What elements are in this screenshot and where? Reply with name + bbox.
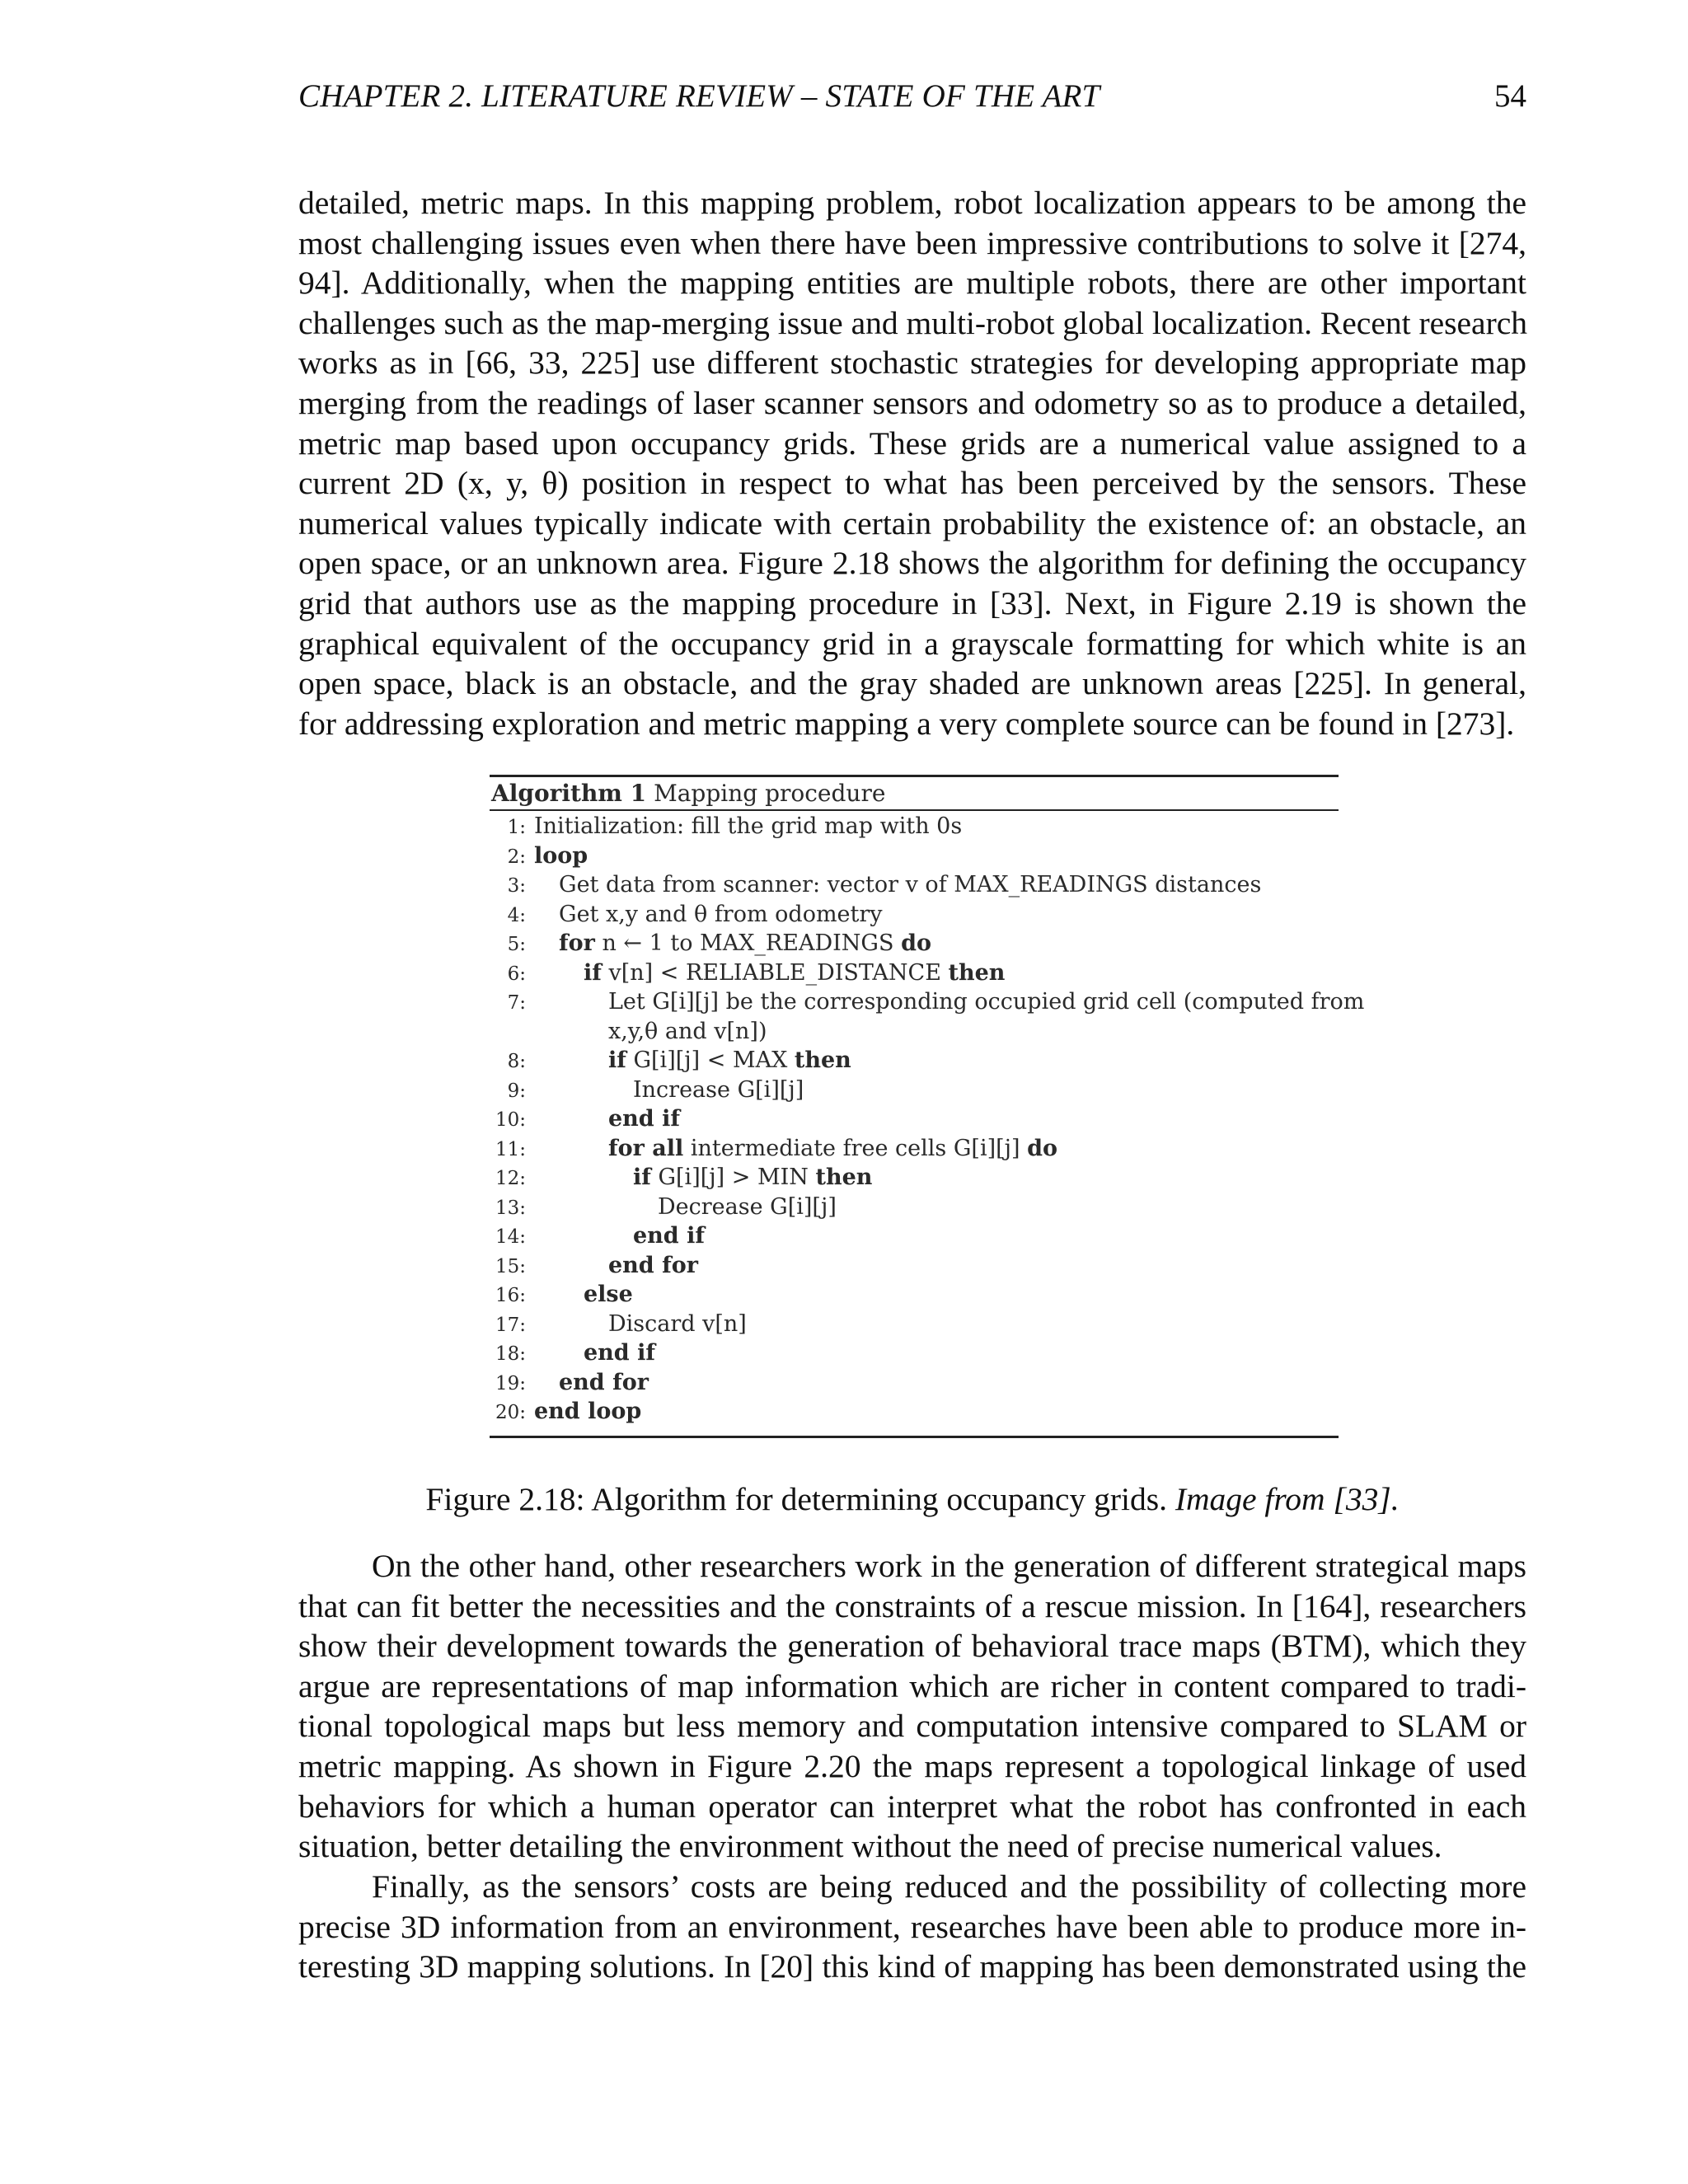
paragraph-metric-maps <box>298 183 1526 743</box>
algorithm-line <box>490 1019 767 1048</box>
text-line: open space, black is an obstacle, and the gray shaded are unknown areas [225]. In general, <box>298 665 1526 702</box>
text-line: challenges such as the map-merging issue and multi-robot global localization. Recent research <box>298 304 1528 341</box>
line-text: for n ← 1 to MAX_READINGS do <box>559 930 931 956</box>
line-number: 16: <box>495 1285 526 1306</box>
line-text: Get x,y and θ from odometry <box>559 901 883 927</box>
line-text: if v[n] < RELIABLE_DISTANCE then <box>584 959 1006 986</box>
algorithm-line <box>490 902 883 931</box>
caption-source: Image from [33]. <box>1175 1481 1400 1517</box>
algorithm-line <box>490 1106 680 1136</box>
text-line: metric map based upon occupancy grids. These grids are a numerical value assigned to a <box>298 424 1526 462</box>
algorithm-line <box>490 1340 655 1370</box>
line-text: end for <box>559 1369 649 1395</box>
paragraph-3d-mapping <box>298 1867 1526 1987</box>
line-number: 14: <box>495 1226 526 1248</box>
algorithm-line <box>490 843 588 873</box>
line-number: 12: <box>495 1168 526 1189</box>
line-text: loop <box>534 842 588 869</box>
algorithm-line <box>490 989 1364 1019</box>
algorithm-label: Algorithm 1 <box>491 780 647 807</box>
text-line: situation, better detailing the environment without the need of precise numerical values. <box>298 1828 1442 1865</box>
algorithm-line <box>490 930 931 960</box>
algorithm-line <box>490 1311 747 1341</box>
chapter-title: CHAPTER 2. LITERATURE REVIEW – STATE OF THE ART <box>298 78 1100 114</box>
text-line: for addressing exploration and metric mapping a very complete source can be found in [273]. <box>298 705 1515 742</box>
text-line: show their development towards the generation of behavioral trace maps (BTM), which they <box>298 1628 1526 1665</box>
page-number: 54 <box>1494 78 1526 114</box>
line-text: end for <box>608 1252 698 1278</box>
algorithm-line <box>490 1077 804 1107</box>
text-line: precise 3D information from an environment, researches have been able to produce more in- <box>298 1908 1526 1945</box>
line-text: Let G[i][j] be the corresponding occupied grid cell (computed from <box>608 989 1365 1015</box>
algorithm-line <box>490 813 962 843</box>
line-number: 17: <box>495 1314 526 1336</box>
line-text: Initialization: fill the grid map with 0s <box>534 813 963 839</box>
line-text: else <box>584 1282 633 1307</box>
algorithm-line <box>490 872 1261 902</box>
algorithm-line <box>490 1253 698 1282</box>
algorithm-line <box>490 1399 641 1428</box>
line-number: 6: <box>507 963 526 985</box>
text-line: that can fit better the necessities and the constraints of a rescue mission. In [164], researchers <box>298 1587 1526 1624</box>
line-number: 4: <box>507 904 526 926</box>
line-number: 20: <box>495 1402 526 1423</box>
line-text: end loop <box>534 1399 642 1424</box>
algorithm-title <box>491 780 885 807</box>
running-header <box>298 77 1526 124</box>
paragraph-strategic-maps <box>298 1546 1526 1867</box>
line-number: 2: <box>507 846 526 868</box>
line-number: 5: <box>507 934 526 955</box>
text-line: works as in [66, 33, 225] use different stochastic strategies for developing appropriate map <box>298 344 1526 382</box>
line-text: Discard v[n] <box>608 1310 747 1337</box>
text-line: grid that authors use as the mapping procedure in [33]. Next, in Figure 2.19 is shown the <box>298 584 1526 621</box>
text-line: argue are representations of map information which are richer in content compared to tradi- <box>298 1667 1526 1704</box>
line-text: Decrease G[i][j] <box>658 1193 837 1220</box>
text-line: open space, or an unknown area. Figure 2.18 shows the algorithm for defining the occupancy <box>298 545 1526 582</box>
algorithm-line <box>490 1370 649 1399</box>
text-line: merging from the readings of laser scanner sensors and odometry so as to produce a detailed, <box>298 384 1526 421</box>
line-text: Increase G[i][j] <box>633 1076 804 1103</box>
text-line: Finally, as the sensors’ costs are being reduced and the possibility of collecting more <box>372 1868 1526 1905</box>
line-number: 9: <box>507 1080 526 1102</box>
text-line: metric mapping. As shown in Figure 2.20 the maps represent a topological linkage of used <box>298 1747 1526 1784</box>
caption-text: Figure 2.18: Algorithm for determining occupancy grids. <box>425 1481 1167 1517</box>
algorithm-line <box>490 1194 837 1224</box>
line-number: 18: <box>495 1343 526 1365</box>
line-number: 8: <box>507 1051 526 1072</box>
text-line: graphical equivalent of the occupancy grid in a grayscale formatting for which white is an <box>298 625 1526 662</box>
text-line: detailed, metric maps. In this mapping problem, robot localization appears to be among the <box>298 185 1526 221</box>
line-number: 10: <box>495 1109 526 1131</box>
algorithm-line <box>490 1223 705 1253</box>
algorithm-line <box>490 960 1005 990</box>
algorithm-line <box>490 1282 633 1311</box>
line-text: end if <box>608 1106 680 1132</box>
line-number: 1: <box>507 817 526 838</box>
line-number: 11: <box>495 1138 526 1160</box>
line-number: 19: <box>495 1372 526 1394</box>
line-number: 15: <box>495 1255 526 1277</box>
line-number: 7: <box>507 992 526 1014</box>
line-text: end if <box>584 1340 655 1366</box>
line-text: if G[i][j] > MIN then <box>633 1165 873 1190</box>
line-text: end if <box>633 1223 705 1249</box>
text-line: most challenging issues even when there have been impressive contributions to solve it [274, <box>298 224 1526 261</box>
algorithm-mid-rule <box>490 809 1339 811</box>
figure-caption <box>298 1480 1526 1518</box>
text-line: On the other hand, other researchers work in the generation of different strategical maps <box>372 1548 1526 1584</box>
text-line: teresting 3D mapping solutions. In [20] this kind of mapping has been demonstrated using the <box>298 1948 1526 1985</box>
line-text: for all intermediate free cells G[i][j] do <box>608 1135 1058 1161</box>
text-line: numerical values typically indicate with certain probability the existence of: an obstacle, an <box>298 504 1526 541</box>
algorithm-line <box>490 1136 1057 1165</box>
line-number: 13: <box>495 1197 526 1219</box>
text-line: behaviors for which a human operator can interpret what the robot has confronted in each <box>298 1788 1526 1825</box>
algorithm-name: Mapping procedure <box>654 780 886 807</box>
algorithm-top-rule <box>490 775 1339 777</box>
line-text: Get data from scanner: vector v of MAX_READINGS distances <box>559 872 1262 898</box>
line-text: if G[i][j] < MAX then <box>608 1047 851 1073</box>
algorithm-line <box>490 1047 851 1077</box>
text-line: 94]. Additionally, when the mapping entities are multiple robots, there are other important <box>298 265 1526 302</box>
text-line: current 2D (x, y, θ) position in respect to what has been perceived by the sensors. These <box>298 465 1526 502</box>
line-text: x,y,θ and v[n]) <box>608 1018 767 1044</box>
text-line: tional topological maps but less memory and computation intensive compared to SLAM or <box>298 1708 1526 1745</box>
algorithm-line <box>490 1165 872 1194</box>
line-number: 3: <box>507 875 526 897</box>
algorithm-bottom-rule <box>490 1436 1339 1438</box>
